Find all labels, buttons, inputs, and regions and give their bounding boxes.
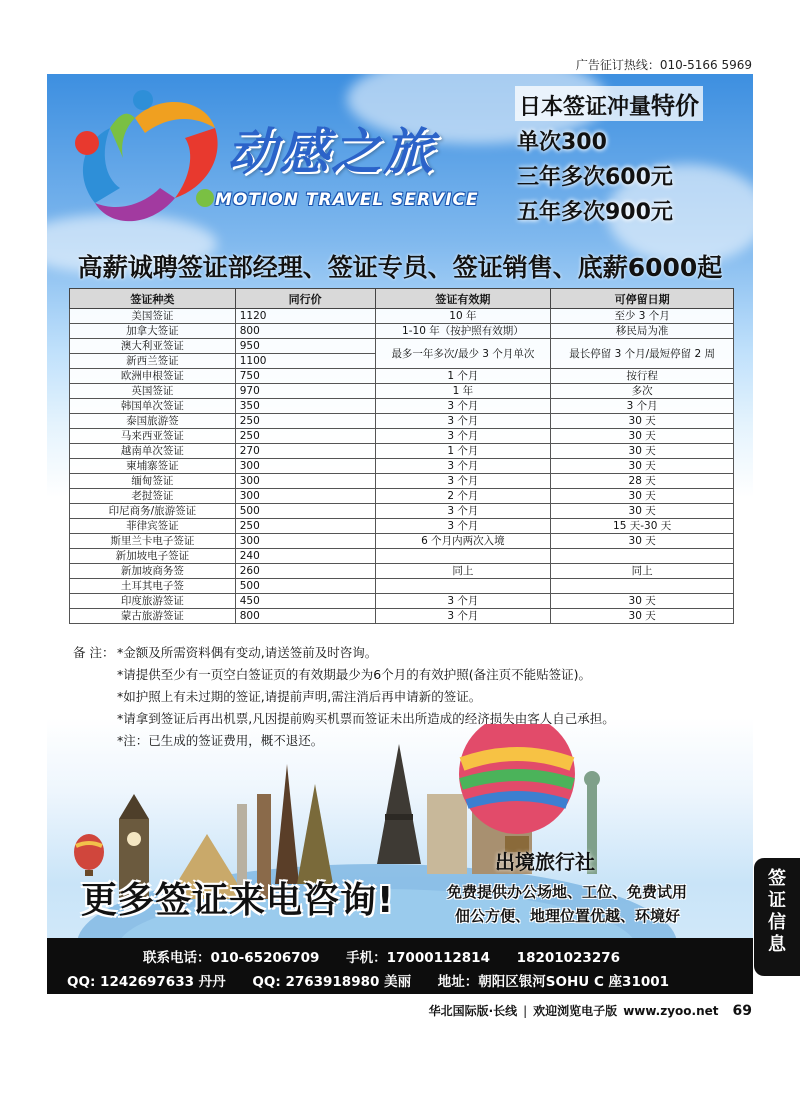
note-item: *请拿到签证后再出机票,凡因提前购买机票而签证未出所造成的经济损失由客人自己承担。 <box>117 711 615 726</box>
cell-price: 750 <box>235 369 375 384</box>
cell-validity: 3 个月 <box>375 429 551 444</box>
cell-price: 300 <box>235 459 375 474</box>
page-footer: 华北国际版·长线 | 欢迎浏览电子版 www.zyoo.net 69 <box>428 1003 752 1019</box>
table-row <box>70 474 734 489</box>
table-header-row <box>70 289 734 309</box>
header-validity: 签证有效期 <box>375 289 551 309</box>
cell-price: 970 <box>235 384 375 399</box>
cell-validity: 最多一年多次/最少 3 个月单次 <box>375 339 551 369</box>
agency-title: 出境旅行社 <box>495 850 595 874</box>
cell-price: 250 <box>235 429 375 444</box>
cell-stay: 30 天 <box>551 414 734 429</box>
cell-validity: 3 个月 <box>375 609 551 624</box>
cell-visa-type: 韩国单次签证 <box>70 399 236 414</box>
cell-validity: 3 个月 <box>375 519 551 534</box>
promo-line-single: 单次300 <box>517 130 607 155</box>
recruitment-banner: 高薪诚聘签证部经理、签证专员、签证销售、底薪6000起 <box>77 253 723 282</box>
cell-price: 800 <box>235 324 375 339</box>
cell-validity <box>375 579 551 594</box>
japan-visa-promo <box>515 86 745 226</box>
cell-visa-type: 欧洲申根签证 <box>70 369 236 384</box>
table-row <box>70 414 734 429</box>
footer-edition: 华北国际版·长线 <box>428 1004 518 1018</box>
cell-visa-type: 新加坡商务签 <box>70 564 236 579</box>
cell-validity: 1 年 <box>375 384 551 399</box>
table-row <box>70 444 734 459</box>
cell-price: 500 <box>235 504 375 519</box>
table-row <box>70 384 734 399</box>
table-row <box>70 429 734 444</box>
cell-stay <box>551 549 734 564</box>
cell-stay: 至少 3 个月 <box>551 309 734 324</box>
cell-stay: 移民局为准 <box>551 324 734 339</box>
cell-stay: 多次 <box>551 384 734 399</box>
cell-visa-type: 美国签证 <box>70 309 236 324</box>
note-item: *注：已生成的签证费用，概不退还。 <box>117 733 324 748</box>
footer-welcome: 欢迎浏览电子版 <box>533 1004 618 1018</box>
cell-validity <box>375 549 551 564</box>
cell-validity: 3 个月 <box>375 399 551 414</box>
table-row <box>70 369 734 384</box>
travel-advertisement <box>47 74 753 994</box>
cell-visa-type: 斯里兰卡电子签证 <box>70 534 236 549</box>
cell-validity: 10 年 <box>375 309 551 324</box>
cell-price: 270 <box>235 444 375 459</box>
section-tab-visa-info: 签 证 信 息 <box>754 858 800 976</box>
cell-price: 300 <box>235 489 375 504</box>
cell-stay: 30 天 <box>551 534 734 549</box>
cell-visa-type: 新西兰签证 <box>70 354 236 369</box>
table-row <box>70 564 734 579</box>
contact-qq-2: QQ: 2763918980 美丽 <box>252 974 412 990</box>
promo-line-5yr: 五年多次900元 <box>517 200 673 225</box>
cell-price: 300 <box>235 534 375 549</box>
table-row <box>70 519 734 534</box>
table-body <box>70 309 734 624</box>
cell-stay: 30 天 <box>551 609 734 624</box>
cell-stay: 30 天 <box>551 594 734 609</box>
table-row <box>70 504 734 519</box>
cell-validity: 1-10 年（按护照有效期） <box>375 324 551 339</box>
cell-visa-type: 缅甸签证 <box>70 474 236 489</box>
contact-bar <box>47 938 753 994</box>
table-row <box>70 309 734 324</box>
cell-validity: 3 个月 <box>375 474 551 489</box>
header-stay: 可停留日期 <box>551 289 734 309</box>
cell-visa-type: 柬埔寨签证 <box>70 459 236 474</box>
cell-visa-type: 加拿大签证 <box>70 324 236 339</box>
cell-validity: 3 个月 <box>375 504 551 519</box>
table-row <box>70 594 734 609</box>
ad-hotline: 广告征订热线：010-5166 5969 <box>575 58 752 72</box>
cell-price: 240 <box>235 549 375 564</box>
cell-validity: 1 个月 <box>375 369 551 384</box>
cell-stay: 30 天 <box>551 429 734 444</box>
agency-perks <box>447 880 687 928</box>
cell-price: 950 <box>235 339 375 354</box>
table-row <box>70 534 734 549</box>
cell-visa-type: 泰国旅游签 <box>70 414 236 429</box>
cell-validity: 3 个月 <box>375 414 551 429</box>
contact-mobile-2: 18201023276 <box>516 950 620 966</box>
cell-stay: 15 天-30 天 <box>551 519 734 534</box>
cell-validity: 6 个月内两次入境 <box>375 534 551 549</box>
cell-validity: 3 个月 <box>375 594 551 609</box>
footer-url: www.zyoo.net <box>623 1004 719 1018</box>
contact-row <box>67 970 691 990</box>
cell-price: 1100 <box>235 354 375 369</box>
cell-price: 250 <box>235 414 375 429</box>
notes-label: 备 注： <box>73 645 115 660</box>
table-row <box>70 579 734 594</box>
note-item: 备 注： *金额及所需资料偶有变动,请送签前及时咨询。 <box>73 642 615 664</box>
table-row <box>70 549 734 564</box>
cell-price: 350 <box>235 399 375 414</box>
cell-price: 250 <box>235 519 375 534</box>
table-row <box>70 324 734 339</box>
page-number: 69 <box>732 1003 752 1019</box>
cell-visa-type: 新加坡电子签证 <box>70 549 236 564</box>
cell-visa-type: 蒙古旅游签证 <box>70 609 236 624</box>
cell-price: 1120 <box>235 309 375 324</box>
contact-qq-1: QQ: 1242697633 丹丹 <box>67 974 226 990</box>
promo-title: 日本签证冲量特价 <box>515 86 703 121</box>
cell-visa-type: 英国签证 <box>70 384 236 399</box>
cell-price: 300 <box>235 474 375 489</box>
header-price: 同行价 <box>235 289 375 309</box>
cell-stay: 3 个月 <box>551 399 734 414</box>
table-row <box>70 459 734 474</box>
perk-line: 免费提供办公场地、工位、免费试用 <box>447 883 688 901</box>
contact-phone: 联系电话：010-65206709 <box>143 950 320 966</box>
cell-price: 500 <box>235 579 375 594</box>
contact-mobile: 手机：17000112814 <box>346 950 490 966</box>
cell-stay: 30 天 <box>551 504 734 519</box>
note-item: *如护照上有未过期的签证,请提前声明,需注消后再申请新的签证。 <box>117 689 482 704</box>
table-row <box>70 489 734 504</box>
cell-visa-type: 越南单次签证 <box>70 444 236 459</box>
contact-row <box>143 946 642 966</box>
brand-logo-icon <box>65 88 225 238</box>
cell-stay: 30 天 <box>551 444 734 459</box>
cell-visa-type: 印尼商务/旅游签证 <box>70 504 236 519</box>
cell-price: 260 <box>235 564 375 579</box>
promo-line-3yr: 三年多次600元 <box>517 165 673 190</box>
perk-line: 佃公方便、地理位置优越、环境好 <box>455 907 681 925</box>
brand-name-cn: 动感之旅 <box>227 123 435 181</box>
visa-price-table <box>69 288 734 624</box>
cell-visa-type: 印度旅游签证 <box>70 594 236 609</box>
cell-visa-type: 澳大利亚签证 <box>70 339 236 354</box>
table-row <box>70 399 734 414</box>
cell-price: 450 <box>235 594 375 609</box>
header-visa-type: 签证种类 <box>70 289 236 309</box>
brand-name-en: MOTION TRAVEL SERVICE <box>215 190 479 210</box>
call-to-action: 更多签证来电咨询! <box>81 880 395 921</box>
cell-stay: 同上 <box>551 564 734 579</box>
table-row <box>70 609 734 624</box>
cell-validity: 3 个月 <box>375 459 551 474</box>
cell-stay <box>551 579 734 594</box>
cell-visa-type: 菲律宾签证 <box>70 519 236 534</box>
cell-stay: 按行程 <box>551 369 734 384</box>
cell-stay: 30 天 <box>551 459 734 474</box>
cell-validity: 1 个月 <box>375 444 551 459</box>
table-row <box>70 339 734 354</box>
cell-visa-type: 土耳其电子签 <box>70 579 236 594</box>
cell-validity: 同上 <box>375 564 551 579</box>
contact-address: 地址：朝阳区银河SOHU C 座31001 <box>437 974 670 990</box>
cell-stay: 最长停留 3 个月/最短停留 2 周 <box>551 339 734 369</box>
cell-visa-type: 马来西亚签证 <box>70 429 236 444</box>
cell-price: 800 <box>235 609 375 624</box>
cell-validity: 2 个月 <box>375 489 551 504</box>
note-item: *请提供至少有一页空白签证页的有效期最少为6个月的有效护照(备注页不能贴签证)。 <box>117 667 591 682</box>
cell-stay: 30 天 <box>551 489 734 504</box>
cell-stay: 28 天 <box>551 474 734 489</box>
cell-visa-type: 老挝签证 <box>70 489 236 504</box>
